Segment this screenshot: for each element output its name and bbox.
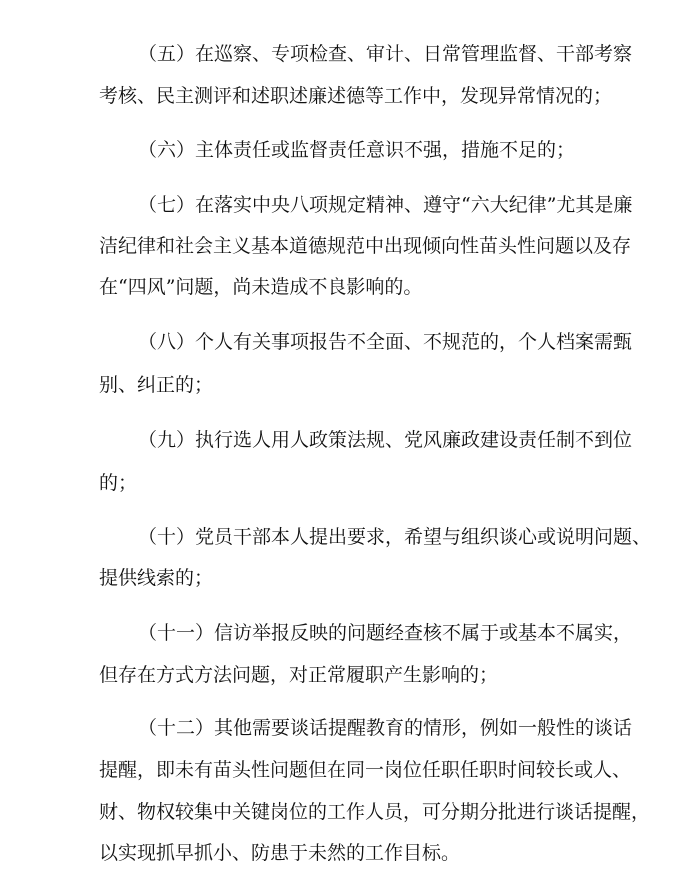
text-line: 别、纠正的； [99,374,214,396]
text-line: （五）在巡察、专项检查、审计、日常管理监督、干部考察 [138,43,633,65]
text-line: 提供线索的； [99,567,214,589]
text-line: 财、物权较集中关键岗位的工作人员，可分期分批进行谈话提醒， [99,801,651,823]
text-line: 但存在方式方法问题，对正常履职产生影响的； [99,664,499,686]
text-line: 以实现抓早抓小、防患于未然的工作目标。 [99,842,461,864]
text-line: 的； [99,472,138,494]
text-line: （八）个人有关事项报告不全面、不规范的，个人档案需甄 [138,331,633,353]
text-line: 考核、民主测评和述职述廉述德等工作中，发现异常情况的； [99,85,613,107]
text-line: （十一）信访举报反映的问题经查核不属于或基本不属实， [138,622,633,644]
text-line: 在“四风”问题，尚未造成不良影响的。 [99,276,423,298]
text-line: （十）党员干部本人提出要求，希望与组织谈心或说明问题、 [138,526,652,548]
text-line: （七）在落实中央八项规定精神、遵守“六大纪律”尤其是廉 [138,194,633,216]
text-line: 提醒，即未有苗头性问题但在同一岗位任职任职时间较长或人、 [99,759,632,781]
text-line: （九）执行选人用人政策法规、党风廉政建设责任制不到位 [138,429,633,451]
text-line: （六）主体责任或监督责任意识不强，措施不足的； [138,139,576,161]
text-line: （十二）其他需要谈话提醒教育的情形，例如一般性的谈话 [138,717,633,739]
text-line: 洁纪律和社会主义基本道德规范中出现倾向性苗头性问题以及存 [99,235,632,257]
